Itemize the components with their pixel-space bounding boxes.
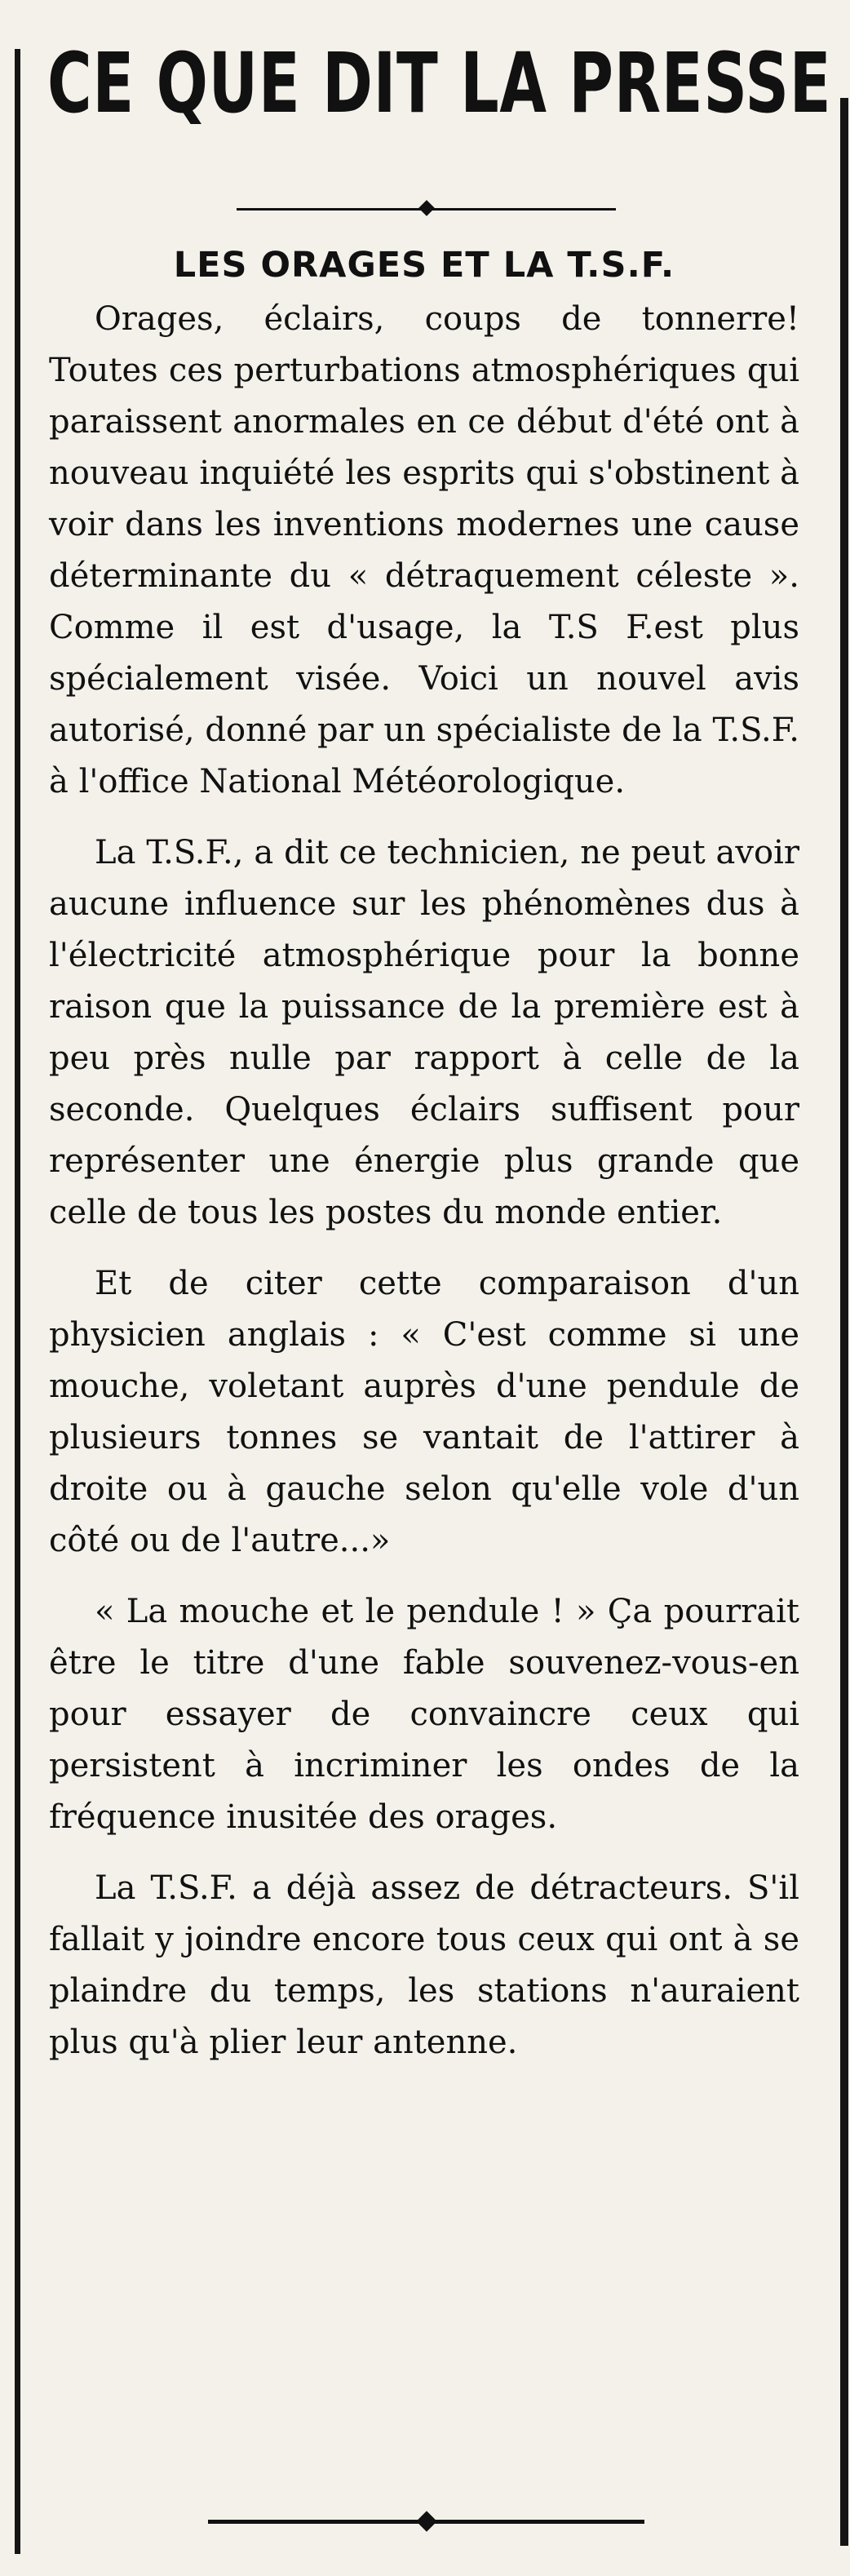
bottom-ornament-divider — [208, 2513, 644, 2529]
section-headline: CE QUE DIT LA PRESSE — [47, 35, 832, 132]
diamond-icon — [416, 2511, 436, 2531]
article-paragraph: Et de citer cette comparaison d'un physicien anglais : « C'est comme si une mouche, voletant auprès d'une pendule de plusieurs tonnes se vantait de l'attirer à droite ou à gauche selon qu'elle vole d'un côté ou de l'autre...» — [49, 1265, 799, 1559]
left-column-rule — [15, 49, 20, 2554]
article-paragraph: « La mouche et le pendule ! » Ça pourrait être le titre d'une fable souvenez-vous-en pour essayer de convaincre ceux qui persistent à incriminer les ondes de la fréquence inusitée des orages. — [49, 1593, 799, 1836]
article — [49, 237, 799, 2088]
article-paragraph: Orages, éclairs, coups de tonnerre! Toutes ces perturbations atmosphériques qui paraissent anormales en ce début d'été ont à nouveau inquiété les esprits qui s'obstinent à voir dans les inventions modernes une cause déterminante du « détraquement céleste ». Comme il est d'usage, la T.S F.est plus spécialement visée. Voici un nouvel avis autorisé, donné par un spécialiste de la T.S.F. à l'office National Météorologique. — [49, 300, 799, 800]
right-column-rule — [840, 98, 848, 2546]
article-paragraph: La T.S.F. a déjà assez de détracteurs. S'il fallait y joindre encore tous ceux qui ont à se plaindre du temps, les stations n'auraient plus qu'à plier leur antenne. — [49, 1869, 799, 2061]
article-paragraph: La T.S.F., a dit ce technicien, ne peut avoir aucune influence sur les phénomènes dus à l'électricité atmosphérique pour la bonne raison que la puissance de la première est à peu près nulle par rapport à celle de la seconde. Quelques éclairs suffisent pour représenter une énergie plus grande que celle de tous les postes du monde entier. — [49, 834, 799, 1231]
diamond-icon — [418, 200, 435, 216]
top-ornament-divider — [237, 201, 616, 217]
article-title: LES ORAGES ET LA T.S.F. — [173, 245, 675, 286]
